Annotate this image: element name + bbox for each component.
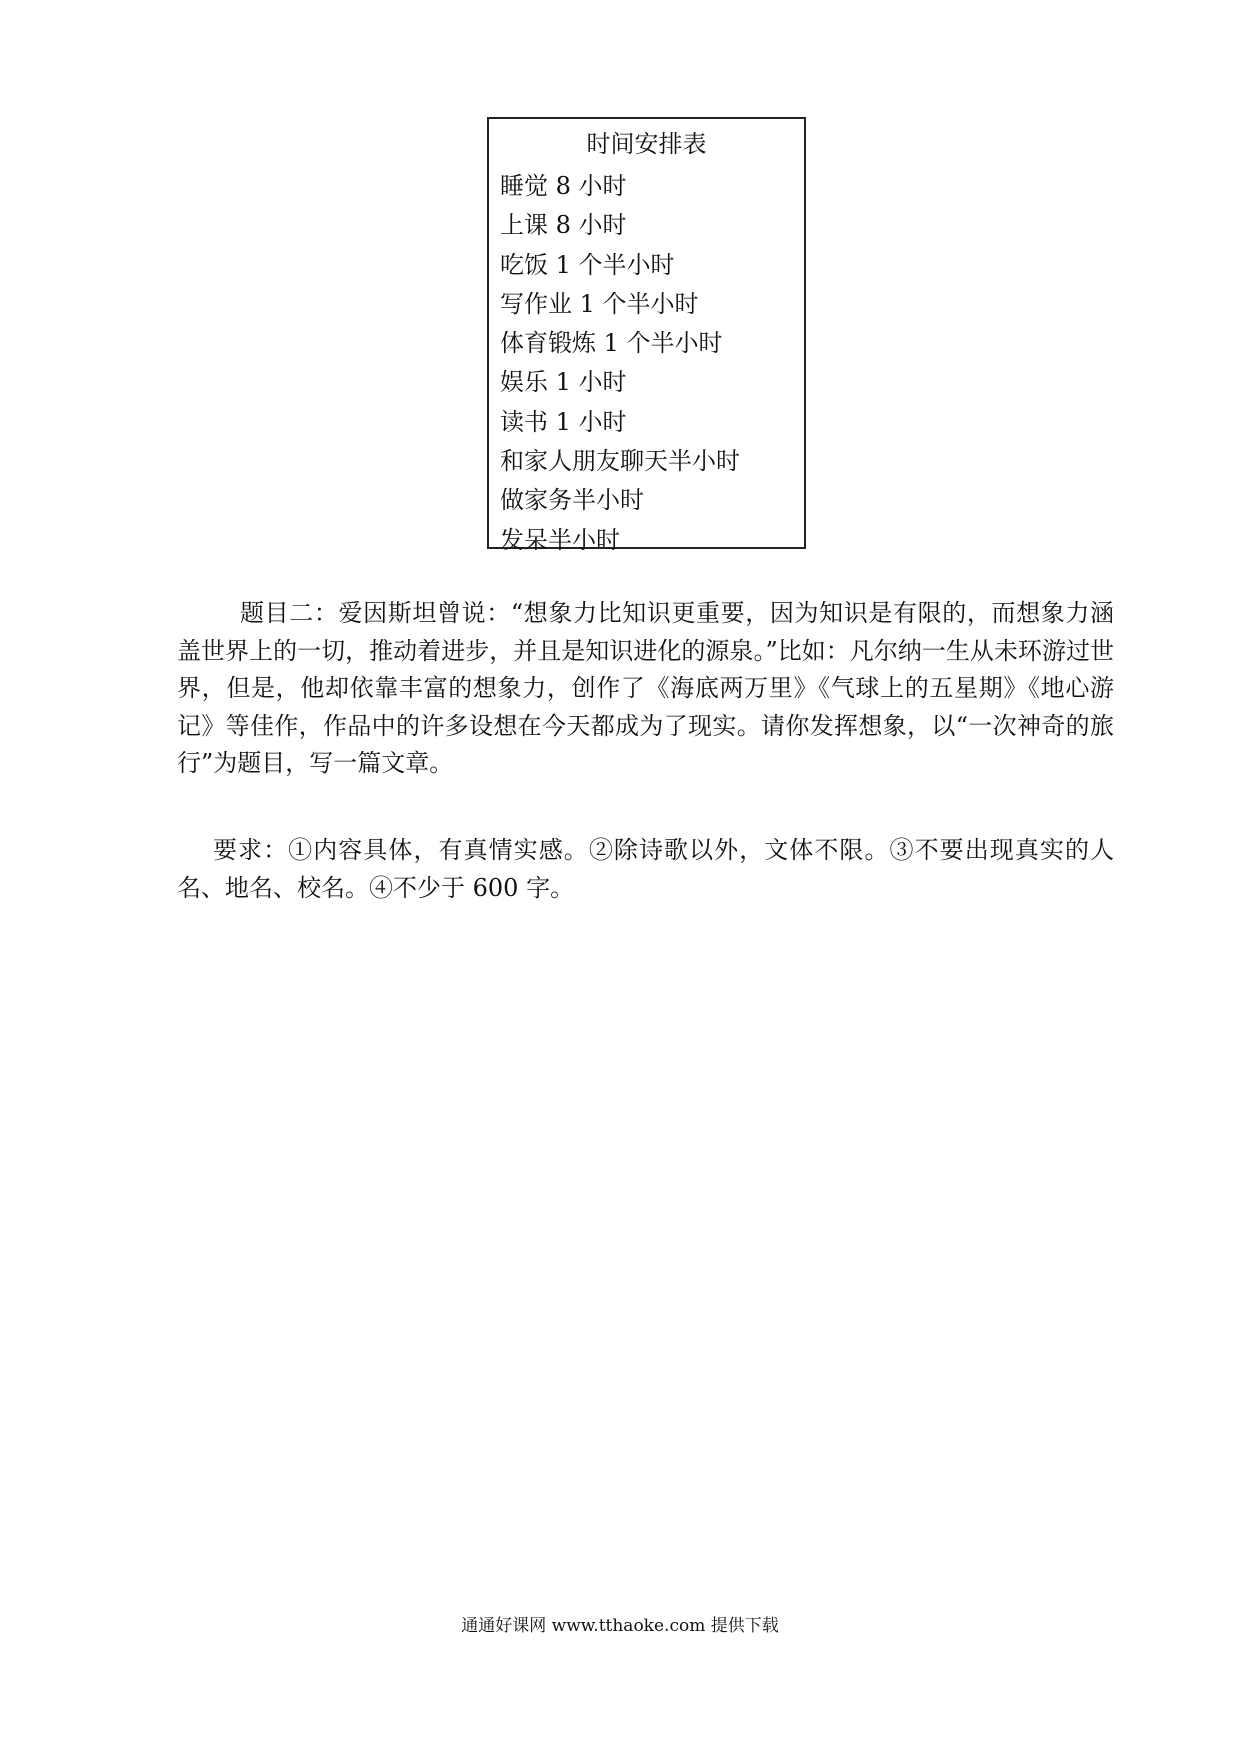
schedule-item: 读书 1 小时 — [500, 407, 627, 436]
schedule-table — [487, 117, 806, 554]
schedule-item: 写作业 1 个半小时 — [500, 289, 699, 318]
topic-two-paragraph: 题目二：爱因斯坦曾说：“想象力比知识更重要，因为知识是有限的，而想象力涵盖世界上的一切，推动着进步，并且是知识进化的源泉。”比如：凡尔纳一生从未环游过世界，但是，他却依靠丰富的想象力，创作了《海底两万里》《气球上的五星期》《地心游记》等佳作，作品中的许多设想在今天都成为了现实。请你发挥想象，以“一次神奇的旅行”为题目，写一篇文章。 — [177, 599, 1114, 777]
requirements-paragraph: 要求：①内容具体，有真情实感。②除诗歌以外，文体不限。③不要出现真实的人名、地名、校名。④不少于 600 字。 — [177, 836, 1114, 902]
schedule-item: 睡觉 8 小时 — [500, 172, 627, 200]
schedule-list — [500, 167, 740, 560]
schedule-item: 发呆半小时 — [500, 525, 620, 554]
schedule-item: 上课 8 小时 — [500, 211, 627, 240]
schedule-title: 时间安排表 — [586, 130, 707, 158]
page-footer: 通通好课网 www.tthaoke.com 提供下载 — [461, 1616, 779, 1636]
schedule-item: 做家务半小时 — [500, 486, 644, 515]
schedule-item: 和家人朋友聊天半小时 — [500, 447, 740, 476]
schedule-item: 娱乐 1 小时 — [500, 368, 627, 397]
schedule-item: 体育锻炼 1 个半小时 — [500, 329, 723, 358]
schedule-item: 吃饭 1 个半小时 — [500, 250, 675, 279]
